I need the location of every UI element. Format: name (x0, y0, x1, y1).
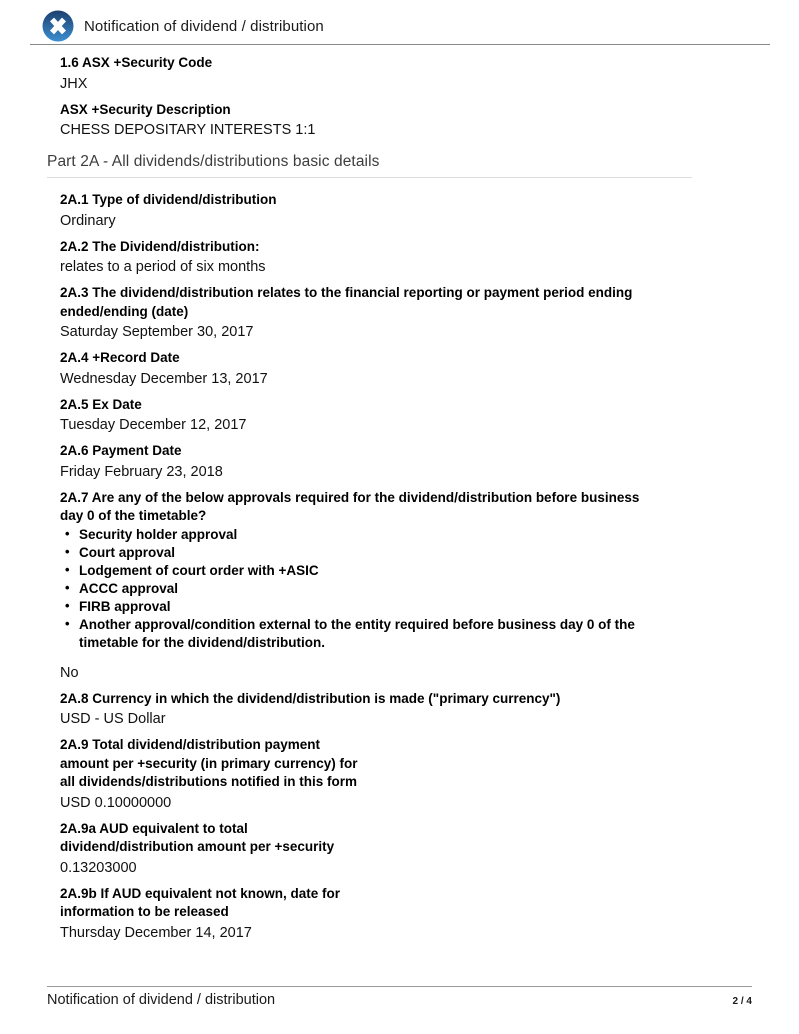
field-label: 2A.2 The Dividend/distribution: (60, 238, 260, 254)
field-value: USD - US Dollar (60, 711, 166, 727)
part2a-divider (47, 177, 692, 178)
field-value: JHX (60, 75, 88, 92)
field-label: 2A.7 Are any of the below approvals required for the dividend/distribution before business day 0 of the timetable? (60, 489, 640, 523)
form-field (60, 736, 759, 813)
footer-title: Notification of dividend / distribution (47, 992, 276, 1008)
form-field (60, 820, 759, 878)
field-label: 2A.3 The dividend/distribution relates to the financial reporting or payment period ending ended/ending (date) (60, 285, 633, 319)
field-label: 2A.9 Total dividend/distribution payment amount per +security (in primary currency) for all dividends/distributions notified in this form (60, 737, 358, 789)
page-header (0, 0, 799, 42)
field-value: Tuesday December 12, 2017 (60, 417, 247, 433)
form-body (0, 45, 799, 943)
header-title: Notification of dividend / distribution (84, 17, 324, 35)
field-bullet-list (60, 526, 640, 652)
bullet-item: • Security holder approval (60, 526, 640, 544)
field-label: 2A.6 Payment Date (60, 443, 182, 458)
form-field (60, 101, 759, 141)
field-label: 2A.9b If AUD equivalent not known, date for information to be released (60, 885, 341, 919)
field-value: CHESS DEPOSITARY INTERESTS 1:1 (60, 122, 316, 138)
section1-fields (60, 54, 759, 140)
bullet-item: • Court approval (60, 544, 640, 562)
field-label: 1.6 ASX +Security Code (60, 55, 213, 70)
form-field (60, 690, 759, 730)
form-field (60, 489, 759, 683)
field-value: No (60, 664, 79, 681)
field-label: ASX +Security Description (60, 101, 231, 117)
page-footer (47, 986, 752, 1008)
field-value: 0.13203000 (60, 859, 137, 876)
asx-logo-icon (42, 10, 74, 42)
part2a-heading: Part 2A - All dividends/distributions basic details (47, 153, 380, 170)
bullet-item: • Another approval/condition external to the entity required before business day 0 of the timetable for the dividend/distribution. (60, 616, 640, 652)
field-label: 2A.4 +Record Date (60, 350, 180, 365)
field-label: 2A.1 Type of dividend/distribution (60, 192, 277, 207)
form-field (60, 238, 759, 278)
bullet-item: • Lodgement of court order with +ASIC (60, 562, 640, 580)
part2a-fields (60, 191, 759, 943)
form-field (60, 191, 759, 231)
form-field (60, 349, 759, 389)
field-label: 2A.5 Ex Date (60, 396, 142, 412)
field-value: Saturday September 30, 2017 (60, 324, 254, 340)
field-label: 2A.9a AUD equivalent to total dividend/distribution amount per +security (60, 820, 335, 854)
form-field (60, 885, 759, 943)
form-field (60, 442, 759, 482)
form-field (60, 284, 759, 342)
bullet-item: • ACCC approval (60, 580, 640, 598)
form-field (60, 396, 759, 436)
field-value: USD 0.10000000 (60, 794, 172, 811)
field-value: Friday February 23, 2018 (60, 463, 223, 480)
field-value: Ordinary (60, 212, 116, 229)
footer-page-indicator: 2 / 4 (732, 996, 752, 1007)
field-value: Thursday December 14, 2017 (60, 924, 252, 941)
field-label: 2A.8 Currency in which the dividend/distribution is made ("primary currency") (60, 690, 561, 706)
bullet-item: • FIRB approval (60, 598, 640, 616)
field-value: relates to a period of six months (60, 259, 266, 275)
form-field (60, 54, 759, 94)
field-value: Wednesday December 13, 2017 (60, 370, 268, 387)
